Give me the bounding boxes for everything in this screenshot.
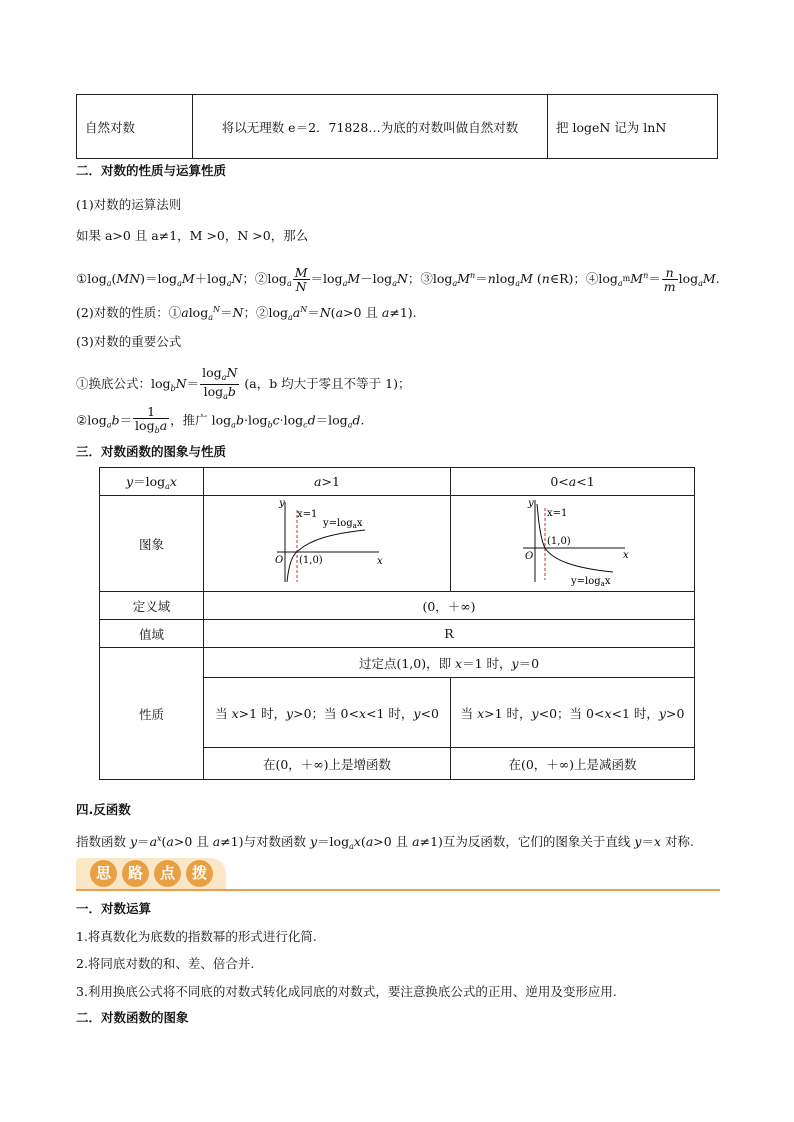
x1-label: x=1 [546, 508, 567, 519]
natural-log-table [76, 94, 718, 159]
mono-gt1: 在(0，＋∞)上是增函数 [204, 748, 451, 780]
mono-lt1: 在(0，＋∞)上是减函数 [451, 748, 695, 780]
header-func: $y=\log_ax$ [100, 468, 204, 496]
x1-label: x=1 [297, 509, 318, 520]
graph-a-gt1-cell [204, 496, 451, 592]
change-of-base-label: ①换底公式： [76, 376, 152, 391]
domain-value: (0，＋∞) [204, 592, 695, 620]
banner-char-2: 路 [122, 860, 149, 887]
tip-item-2: 2.将同底对数的和、差、倍合并. [76, 956, 255, 971]
row-domain-label: 定义域 [100, 592, 204, 620]
x-label: x [622, 550, 629, 561]
definition-cell [193, 95, 548, 159]
row-graph-label: 图象 [100, 496, 204, 592]
graph-decreasing [513, 496, 633, 588]
range-value: R [204, 620, 695, 648]
point-label: (1,0) [299, 555, 323, 566]
header-a-gt1: a>1 [204, 468, 451, 496]
rules-condition: 如果 a>0 且 a≠1，M >0，N >0，那么 [76, 228, 309, 243]
origin-label: O [524, 551, 533, 562]
sign-lt1: 当 x>1 时，y<0；当 0<x<1 时，y>0 [451, 678, 695, 748]
tips-heading-1: 一．对数运算 [76, 901, 152, 916]
tip-item-1: 1.将真数化为底数的指数幂的形式进行化简. [76, 929, 317, 944]
section4-heading: 四.反函数 [76, 802, 131, 817]
point-label: (1,0) [546, 536, 571, 547]
banner-char-1: 思 [90, 860, 117, 887]
change-of-base-note: (a，b 均大于零且不等于 1)； [244, 376, 411, 391]
section2-heading: 二．对数的性质与运算性质 [76, 163, 227, 178]
y-label: y [527, 498, 534, 509]
section3-heading: 三．对数函数的图象与性质 [76, 444, 227, 459]
graph-a-lt1-cell [451, 496, 695, 592]
fixed-point: 过定点(1,0)，即 x＝1 时，y＝0 [204, 648, 695, 678]
tip-item-3: 3.利用换底公式将不同底的对数式转化成同底的对数式，要注意换底公式的正用、逆用及变形应用. [76, 984, 617, 999]
header-a-lt1: 0<a<1 [451, 468, 695, 496]
banner-char-3: 点 [154, 860, 181, 887]
y-label: y [279, 498, 285, 509]
tips-banner [76, 858, 720, 892]
log-function-table [99, 467, 695, 780]
tips-heading-2: 二．对数函数的图象 [76, 1010, 189, 1025]
row-props-label: 性质 [100, 648, 204, 780]
generalize-text: ，推广 [170, 412, 208, 428]
row-range-label: 值域 [100, 620, 204, 648]
notation-cell [548, 95, 718, 159]
reciprocal-formula: $②\log_ab=$ $\frac{1}{\log_ba}$ ，推广 $\log_ab\cdot\log_bc\cdot\log_cd=\log_ad$. [76, 404, 365, 435]
term-text: 自然对数 [85, 119, 136, 135]
log-properties: (2)对数的性质：①alog$_a^N$＝N；$②\log_aa^N=N(a>0$ 且 a≠1). [76, 305, 417, 322]
graph-increasing [267, 496, 387, 588]
operation-rules: $①\log_a(MN)=\log_aM+\log_aN$；$②\log_a$ $\frac{M}{N}$ $=\log_aM-\log_aN$；$③\log_aM^n=nlog_aM$ (n∈R)；$④\log_{a^m}M^n=$ $\frac{n}{m}$ $\log_aM$. [76, 265, 720, 294]
rules-subheading: (1)对数的运算法则 [76, 197, 182, 212]
x-label: x [377, 556, 383, 567]
properties-label: (2)对数的性质： [76, 305, 169, 320]
sign-gt1: 当 x>1 时，y>0；当 0<x<1 时，y<0 [204, 678, 451, 748]
banner-underline [76, 889, 720, 891]
formulas-subheading: (3)对数的重要公式 [76, 334, 182, 349]
notation-text: 把 logeN 记为 lnN [556, 119, 667, 135]
curve-label: $y=\log_ax$ [570, 576, 610, 588]
term-cell [77, 95, 193, 159]
definition-text: 将以无理数 e＝2．71828…为底的对数叫做自然对数 [221, 119, 519, 135]
curve-label: $y=\log_ax$ [323, 518, 363, 530]
inverse-function-text: 指数函数 $y=a^x(a>0$ 且 a≠1)与对数函数 $y=\log_ax(a>0$ 且 a≠1)互为反函数，它们的图象关于直线 y＝x 对称. [76, 834, 694, 851]
banner-char-4: 拨 [186, 860, 213, 887]
origin-label: O [275, 555, 284, 566]
change-of-base: ①换底公式：$\log_bN=$ $\frac{\log_aN}{\log_ab}$ (a，b 均大于零且不等于 1)； [76, 365, 411, 401]
